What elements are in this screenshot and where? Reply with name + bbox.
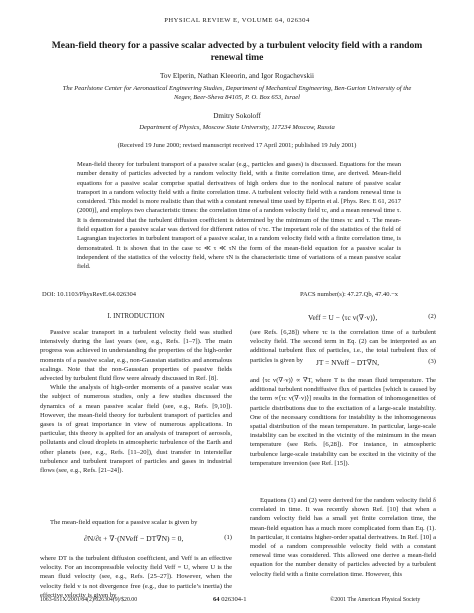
equation-2 [250,313,436,327]
affiliation-2: Department of Physics, Moscow State University, 117234 Moscow, Russia [139,124,335,131]
footer-copyright: ©2001 The American Physical Society [330,597,421,603]
equation-body: JT = NVeff − DT∇N, [316,358,380,367]
received-dates: (Received 19 June 2000; revised manuscript received 17 April 2001; published 19 July 2001) [117,142,357,149]
running-head: PHYSICAL REVIEW E, VOLUME 64, 026304 [164,17,310,24]
footer-issn: 1063-651X/2001/64(2)/026304(9)/$20.00 [40,597,138,603]
equation-body: ∂N/∂t + ∇·(NVeff − DT∇N) = 0, [84,534,184,543]
section-heading: I. INTRODUCTION [107,313,165,320]
paragraph: and ⟨τc v(∇·v)⟩ ∝ ∇T, where T is the mean fluid temperature. The additional turbulent nondiffusive flux of particles [which is caused by the term ∝⟨τc v(∇·v)⟩] results in the formation of inhomogeneities of particle distributions due to the excitation of a large-scale instability. One of the necessary conditions for instability is the inhomogeneous spatial distribution of the mean temperature. In particular, large-scale instability can be excited in the vicinity of the minimum in the mean temperature (see Refs. [6,28]). For instance, in atmospheric turbulence large-scale instability can be excited in the vicinity of the temperature inversion (see Ref. [15]). [250,377,436,467]
abstract-text: Mean-field theory for turbulent transport of a passive scalar (e.g., particles and gases) is discussed. Equations for the mean number density of particles advected by a random velocity field, with a finite correlation time, are derived. Mean-field equations for a passive scalar comprise spatial derivatives of high orders due to the nonlocal nature of passive scalar transport in a random velocity field with a finite correlation time. A turbulent velocity field with a random renewal time is considered. This model is more realistic than that with a constant renewal time used by Elperin et al. [Phys. Rev. E 61, 2617 (2000)], and employs two characteristic times: the correlation time of a random velocity field τc, and a mean renewal time τ. It is demonstrated that the turbulent diffusion coefficient is determined by the minimum of the times τc and τ. The mean-field equation for a passive scalar was derived for different ratios of τ/τc. The important role of the statistics of the field of Lagrangian trajectories in turbulent transport of a passive scalar, in a random velocity field with a finite correlation time, is demonstrated. It is shown that in the case τc ≪ τ ≪ τN the form of the mean-field equation for a passive scalar is independent of the statistics of the velocity field, where τN is the characteristic time of variations of a mean passive scalar field. [77,161,401,271]
pacs-numbers: PACS number(s): 47.27.Qb, 47.40.−x [300,291,399,298]
affiliation-1: The Pearlstone Center for Aeronautical Engineering Studies, Department of Mechanical Engineering, Ben-Gurion University of the Negev, Beer-Sheva 84105, P. O. Box 653, Israel [62,85,412,101]
right-column-part-2 [250,376,436,468]
right-column-part-3 [250,496,436,579]
footer-page-number [213,596,247,603]
abstract [77,160,401,272]
equation-3 [250,358,436,372]
footer-volume: 64 [213,596,220,603]
left-column-intro [40,328,232,475]
paragraph: Passive scalar transport in a turbulent velocity field was studied intensively during the last years (see, e.g., Refs. [1–7]). The main progress was achieved in understanding the properties of the high-order moments of a passive scalar, e.g., non-Gaussian statistics and anomalous scalings. Note that the non-Gaussian properties of passive fields advected by turbulent fluid flow were already discussed in Ref. [8]. [40,329,232,383]
footer-article-id: 026304-1 [221,596,247,603]
equation-body: Veff = U − ⟨τc v(∇·v)⟩, [308,313,378,322]
authors-group-2: Dmitry Sokoloff [213,112,261,120]
paragraph: Equations (1) and (2) were derived for the random velocity field δ correlated in time. It was recently shown Ref. [10] that when a random velocity field has a small yet finite correlation time, the mean-field equation has a much more complicated form than Eq. (1). In particular, it contains higher-order spatial derivatives. In Ref. [10] a model of a random compressible velocity field with a constant renewal time was considered. This allowed one derive a mean-field equation for the number density of particles advected by a turbulent velocity field with a finite correlation time. However, this [250,497,436,578]
equation-number: (3) [428,358,436,365]
paragraph: While the analysis of high-order moments of a passive scalar was the subject of numerous studies, only a few studies discussed the dynamics of a mean passive scalar field (see, e.g., Refs. [9,10]). However, the mean-field theory for turbulent transport of particles and gases is of great importance in view of numerous applications. In particular, this theory is applied for an analysis of transport of aerosols, pollutants and cloud droplets in atmospheric turbulence of the Earth and other planets (see, e.g., Refs. [11–20]), dust transfer in interstellar turbulence and turbulent transport of particles and gases in industrial flows (see, e.g., Refs. [21–24]). [40,384,232,475]
paragraph: The mean-field equation for a passive scalar is given by [50,519,198,526]
doi-link[interactable]: DOI: 10.1103/PhysRevE.64.026304 [42,291,137,298]
paragraph: (see Refs. [6,28]) where τc is the correlation time of a turbulent velocity field. The second term in Eq. (2) can be interpreted as an additional turbulent flux of particles, i.e., the total turbulent flux of particles is given by [250,329,436,364]
authors-group-1: Tov Elperin, Nathan Kleeorin, and Igor Rogachevskii [160,72,314,80]
paper-title: Mean-field theory for a passive scalar advected by a turbulent velocity field with a random renewal time [51,40,423,63]
paragraph: where DT is the turbulent diffusion coefficient, and Veff is an effective velocity. For an incompressible velocity field Veff = U, where U is the mean fluid velocity (see, e.g., Refs. [25–27]). However, when the velocity field v is not divergence free (e.g., due to particle’s inertia) the effective velocity is given by [40,555,232,599]
equation-lead-in [40,518,232,527]
equation-number: (2) [428,313,436,320]
equation-1 [40,530,232,550]
left-column-continued [40,554,232,600]
equation-number: (1) [224,534,232,541]
